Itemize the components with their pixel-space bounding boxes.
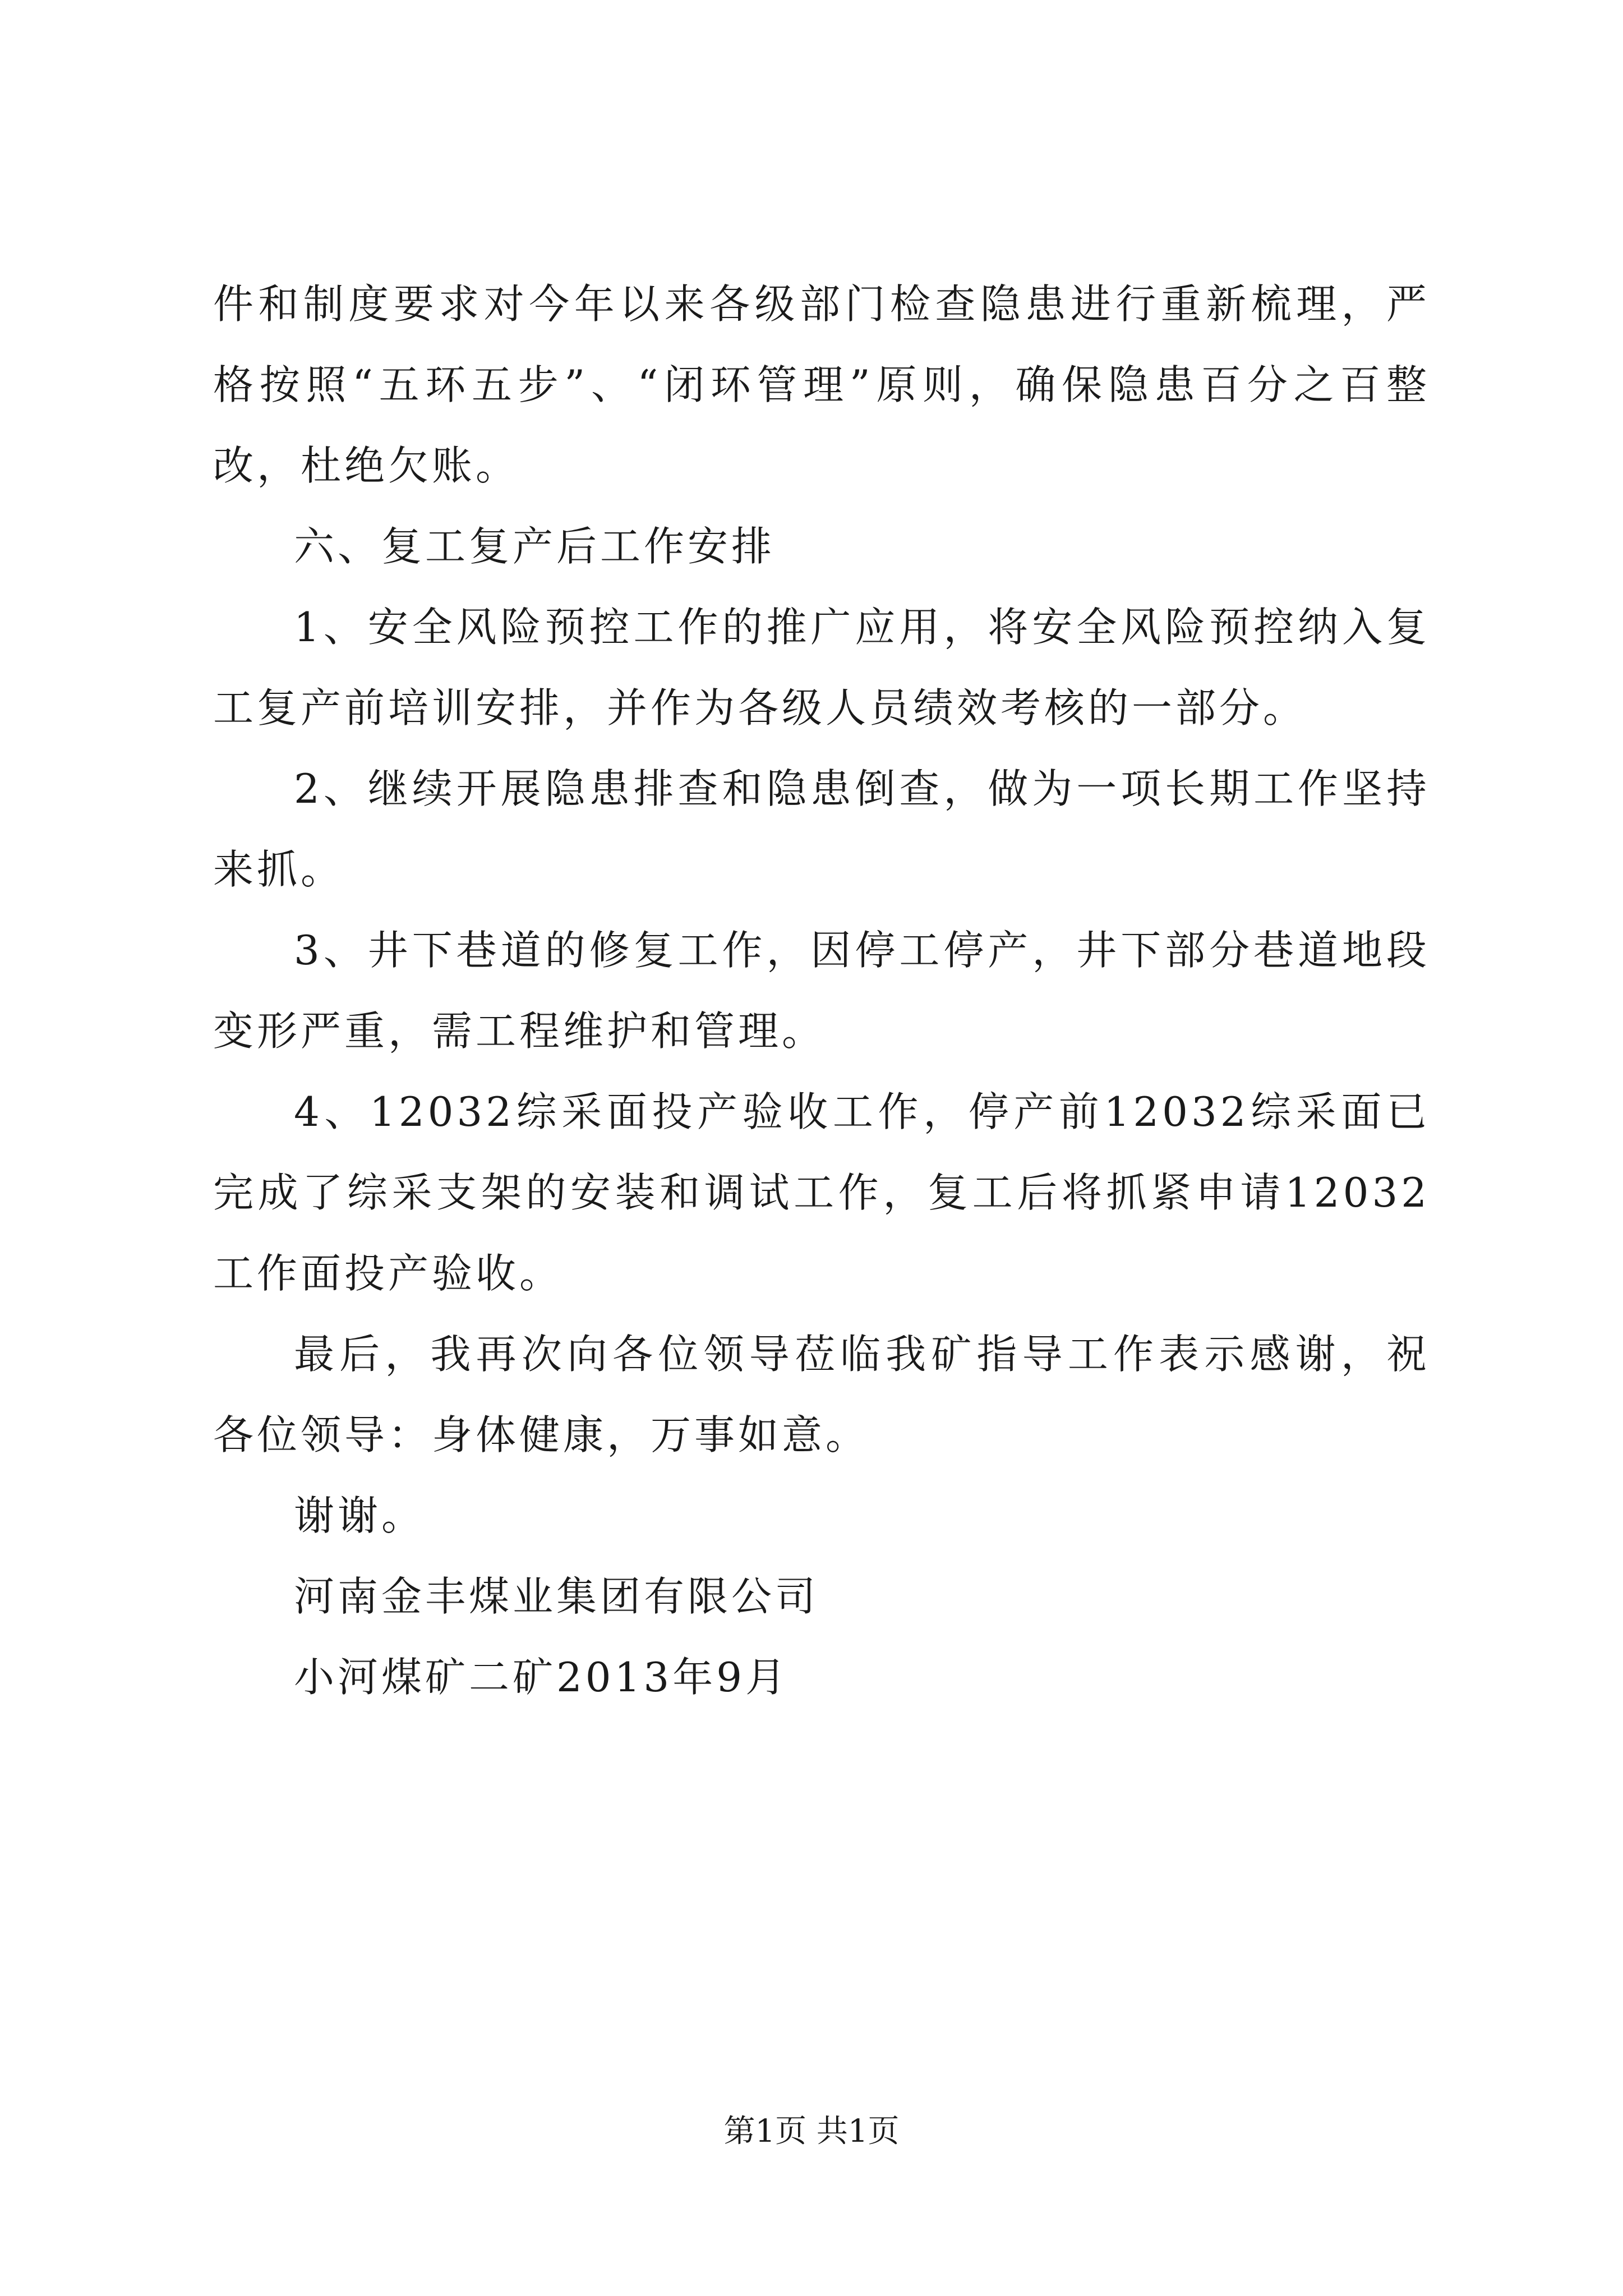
thanks-line: 谢谢。 <box>294 1492 426 1539</box>
paragraph-item-2: 2、继续开展隐患排查和隐患倒查，做为一项长期工作坚持来抓。 <box>213 765 1430 893</box>
page-footer <box>0 2109 1623 2154</box>
paragraph-item-1: 1、安全风险预控工作的推广应用，将安全风险预控纳入复工复产前培训安排，并作为各级人员绩效考核的一部分。 <box>213 604 1430 731</box>
section-heading: 六、复工复产后工作安排 <box>294 523 776 570</box>
paragraph-continuation: 件和制度要求对今年以来各级部门检查隐患进行重新梳理，严格按照“五环五步”、“闭环管理”原则，确保隐患百分之百整改，杜绝欠账。 <box>213 280 1430 489</box>
closing-paragraph: 最后，我再次向各位领导莅临我矿指导工作表示感谢，祝各位领导：身体健康，万事如意。 <box>213 1331 1430 1458</box>
document-body <box>213 264 1430 1718</box>
paragraph-item-3: 3、井下巷道的修复工作，因停工停产，井下部分巷道地段变形严重，需工程维护和管理。 <box>213 927 1430 1055</box>
company-name: 河南金丰煤业集团有限公司 <box>294 1573 819 1620</box>
paragraph-item-4: 4、12032综采面投产验收工作，停产前12032综采面已完成了综采支架的安装和调试工作，复工后将抓紧申请12032工作面投产验收。 <box>213 1088 1430 1297</box>
signature-date: 小河煤矿二矿2013年9月 <box>294 1654 790 1701</box>
page-number-label: 第1页 共1页 <box>723 2113 900 2150</box>
